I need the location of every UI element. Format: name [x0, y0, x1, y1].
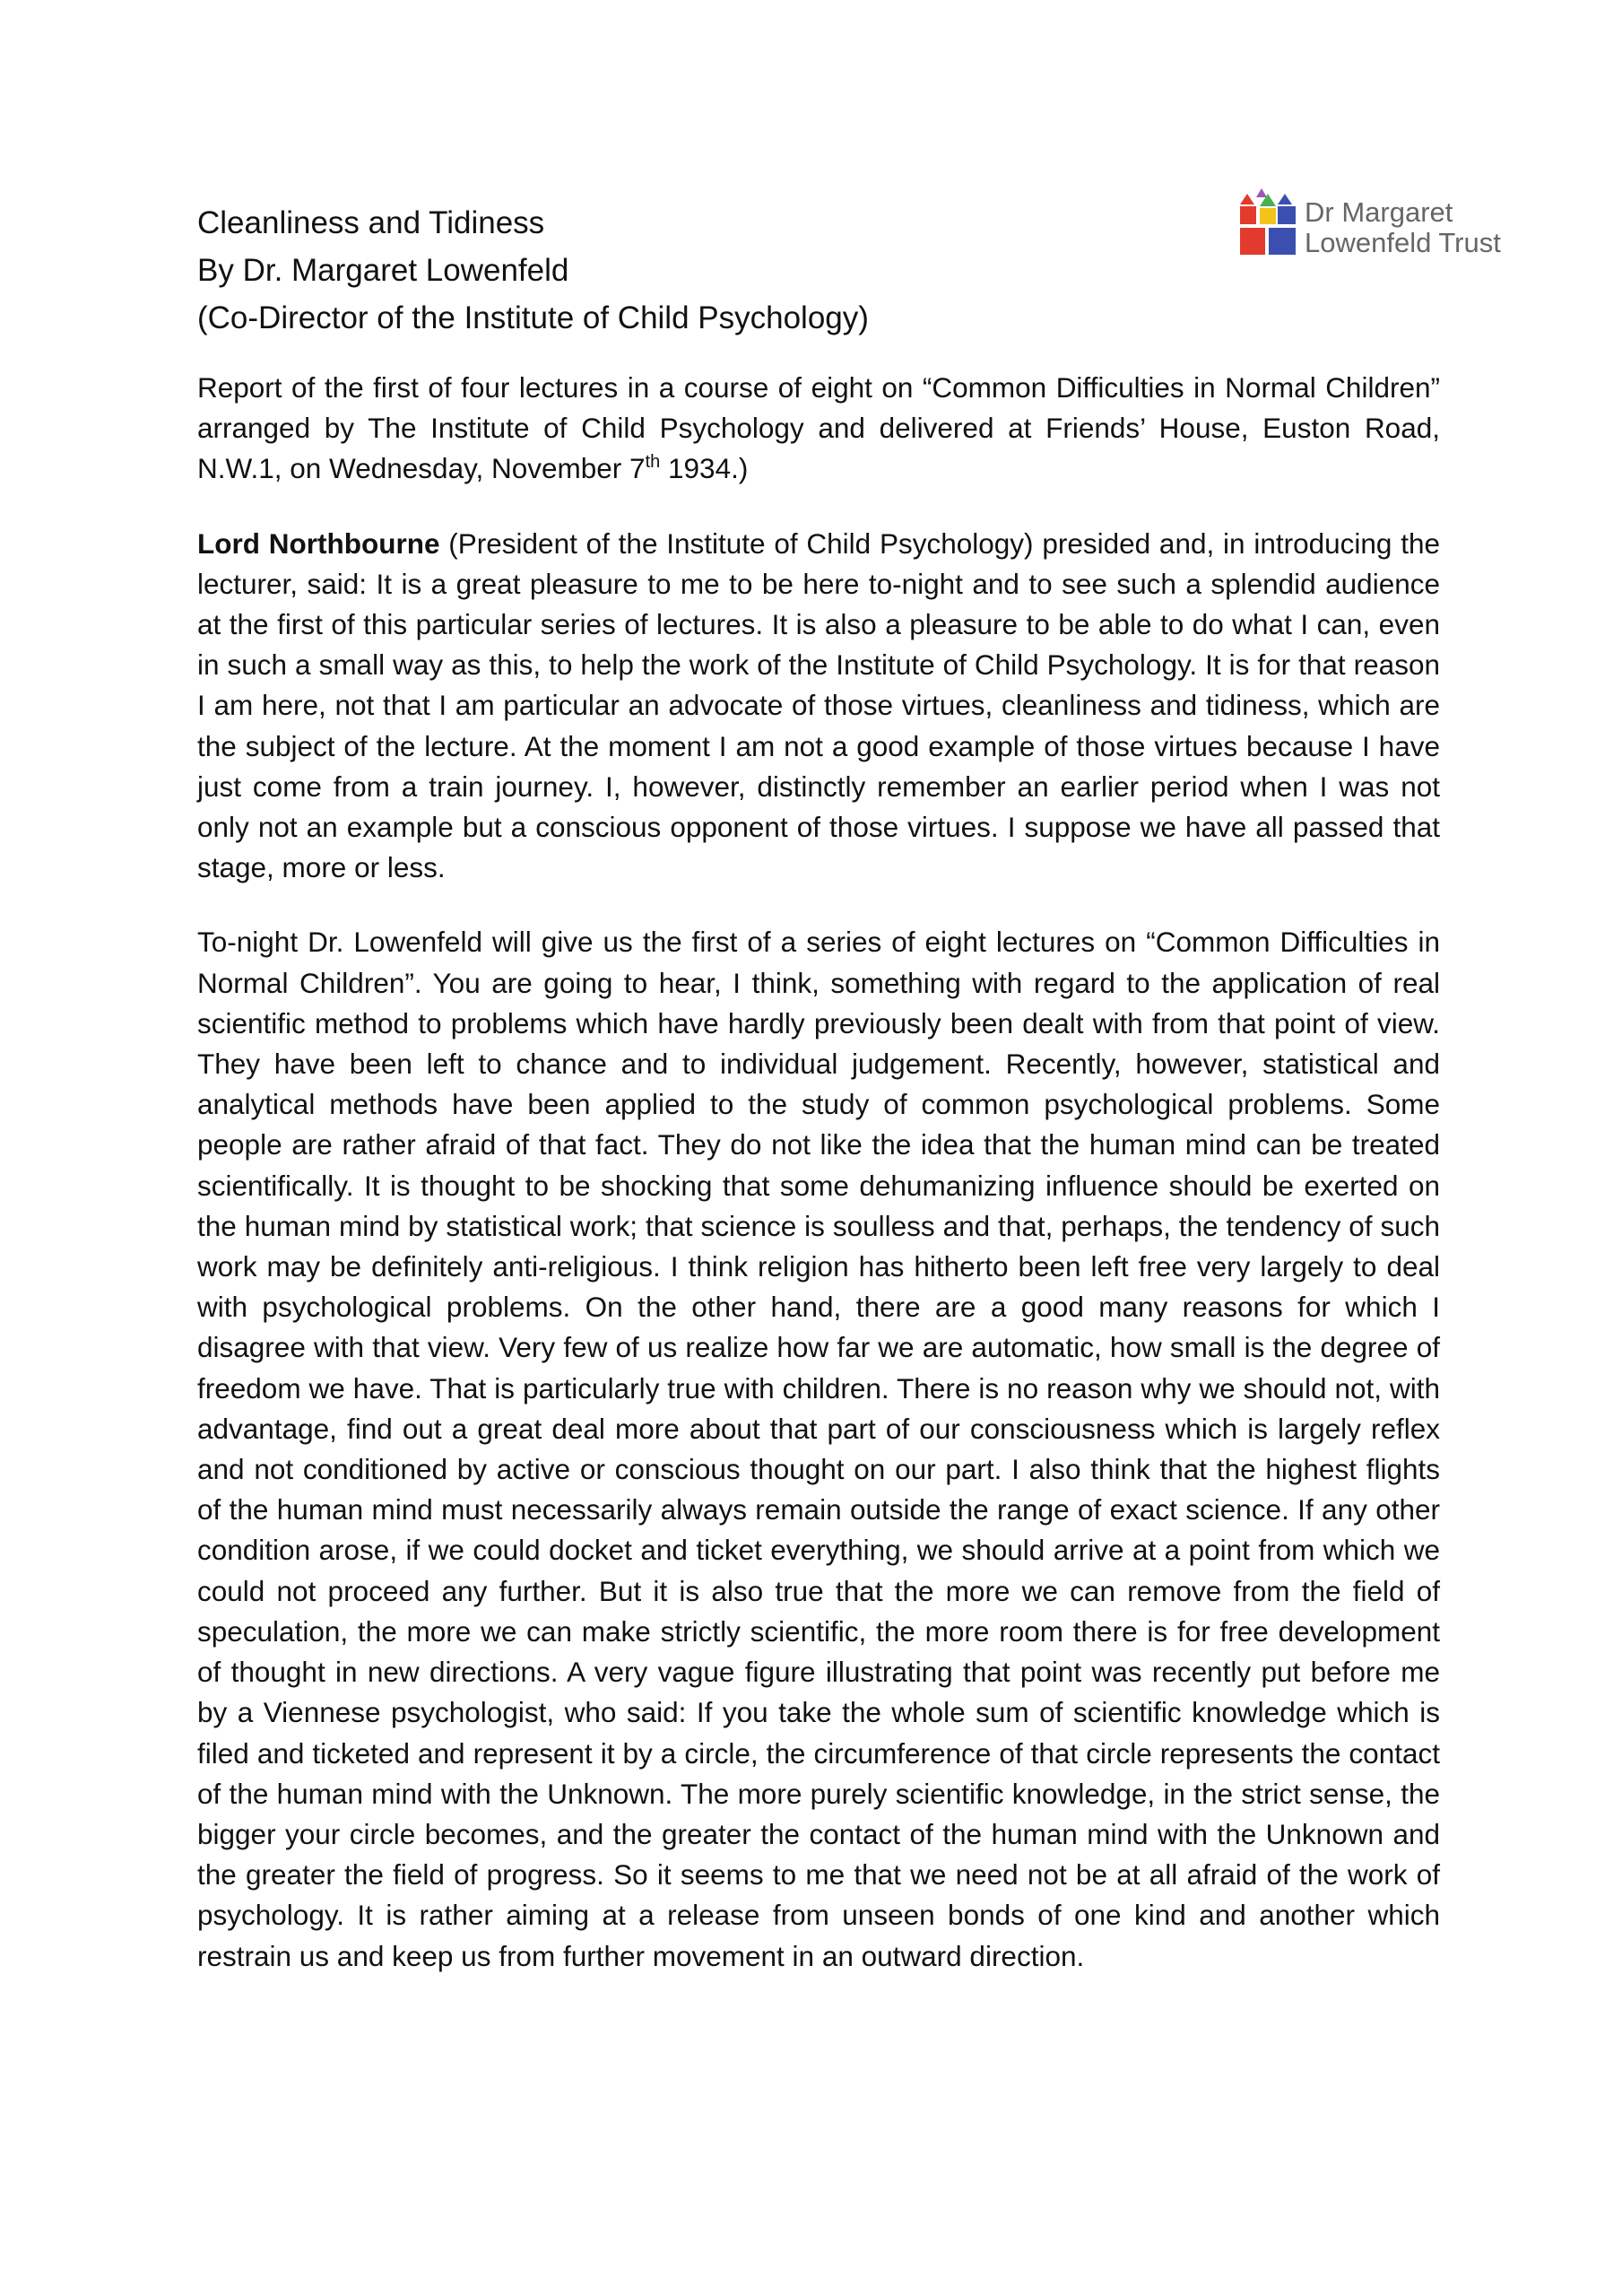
- document-title: Cleanliness and Tidiness: [197, 205, 545, 240]
- report-intro-year: 1934.): [660, 452, 749, 485]
- report-intro-paragraph: [197, 368, 1440, 490]
- paragraph-lecture-preview: [197, 922, 1440, 1976]
- author-byline: By Dr. Margaret Lowenfeld: [197, 253, 569, 288]
- speaker-name: Lord Northbourne: [197, 526, 440, 560]
- report-intro-text: Report of the first of four lectures in a course of eight on “Common Difficulties in Normal Children” arranged by The Institute of Child Psychology and delivered at Friends’ House, Euston Road, N.W.1, on Wednesday, November 7: [197, 371, 1440, 485]
- document-body: [197, 368, 1440, 2011]
- building-blocks-logo-icon: [1238, 181, 1297, 257]
- document-header: [197, 199, 1094, 342]
- logo-wordmark: [1305, 197, 1501, 258]
- paragraph-2-text: To-night Dr. Lowenfeld will give us the first of a series of eight lectures on “Common Difficulties in Normal Children”. You are going to hear, I think, something with regard to the application of real scientific method to problems which have hardly previously been dealt with from that point of view. They have been left to chance and to individual judgement. Recently, however, statistical and analytical methods have been applied to the study of common psychological problems. Some people are rather afraid of that fact. They do not like the idea that the human mind can be treated scientifically. It is thought to be shocking that some dehumanizing influence should be exerted on the human mind by statistical work; that science is soulless and that, perhaps, the tendency of such work may be definitely anti-religious. I think religion has hitherto been left free very largely to deal with psychological problems. On the other hand, there are a good many reasons for which I disagree with that view. Very few of us realize how far we are automatic, how small is the degree of freedom we have. That is particularly true with children. There is no reason why we should not, with advantage, find out a great deal more about that part of our consciousness which is largely reflex and not conditioned by active or conscious thought on our part. I also think that the highest flights of the human mind must necessarily always remain outside the range of exact science. If any other condition arose, if we could docket and ticket everything, we should arrive at a point from which we could not proceed any further. But it is also true that the more we can remove from the field of speculation, the more we can make strictly scientific, the more room there is for free development of thought in new directions. A very vague figure illustrating that point was recently put before me by a Viennese psychologist, who said: If you take the whole sum of scientific knowledge which is filed and ticketed and represent it by a circle, the circumference of that circle represents the contact of the human mind with the Unknown. The more purely scientific knowledge, in the strict sense, the bigger your circle becomes, and the greater the contact of the human mind with the Unknown and the greater the field of progress. So it seems to me that we need not be at all afraid of the work of psychology. It is rather aiming at a release from unseen bonds of one kind and another which restrain us and keep us from further movement in an outward direction.: [197, 926, 1440, 1972]
- paragraph-1-text: (President of the Institute of Child Psychology) presided and, in introducing the lecturer, said: It is a great pleasure to me to be here to-night and to see such a splendid audience at the first of this particular series of lectures. It is also a pleasure to be able to do what I can, even in such a small way as this, to help the work of the Institute of Child Psychology. It is for that reason I am here, not that I am particular an advocate of those virtues, cleanliness and tidiness, which are the subject of the lecture. At the moment I am not a good example of those virtues because I have just come from a train journey. I, however, distinctly remember an earlier period when I was not only not an example but a conscious opponent of those virtues. I suppose we have all passed that stage, more or less.: [197, 526, 1440, 884]
- trust-logo: [1238, 181, 1543, 262]
- paragraph-introduction-by-chair: [197, 524, 1440, 889]
- logo-line-2: Lowenfeld Trust: [1305, 227, 1501, 258]
- logo-line-1: Dr Margaret: [1305, 196, 1453, 228]
- author-affiliation: (Co-Director of the Institute of Child Psychology): [197, 300, 869, 335]
- date-ordinal-superscript: th: [645, 452, 661, 473]
